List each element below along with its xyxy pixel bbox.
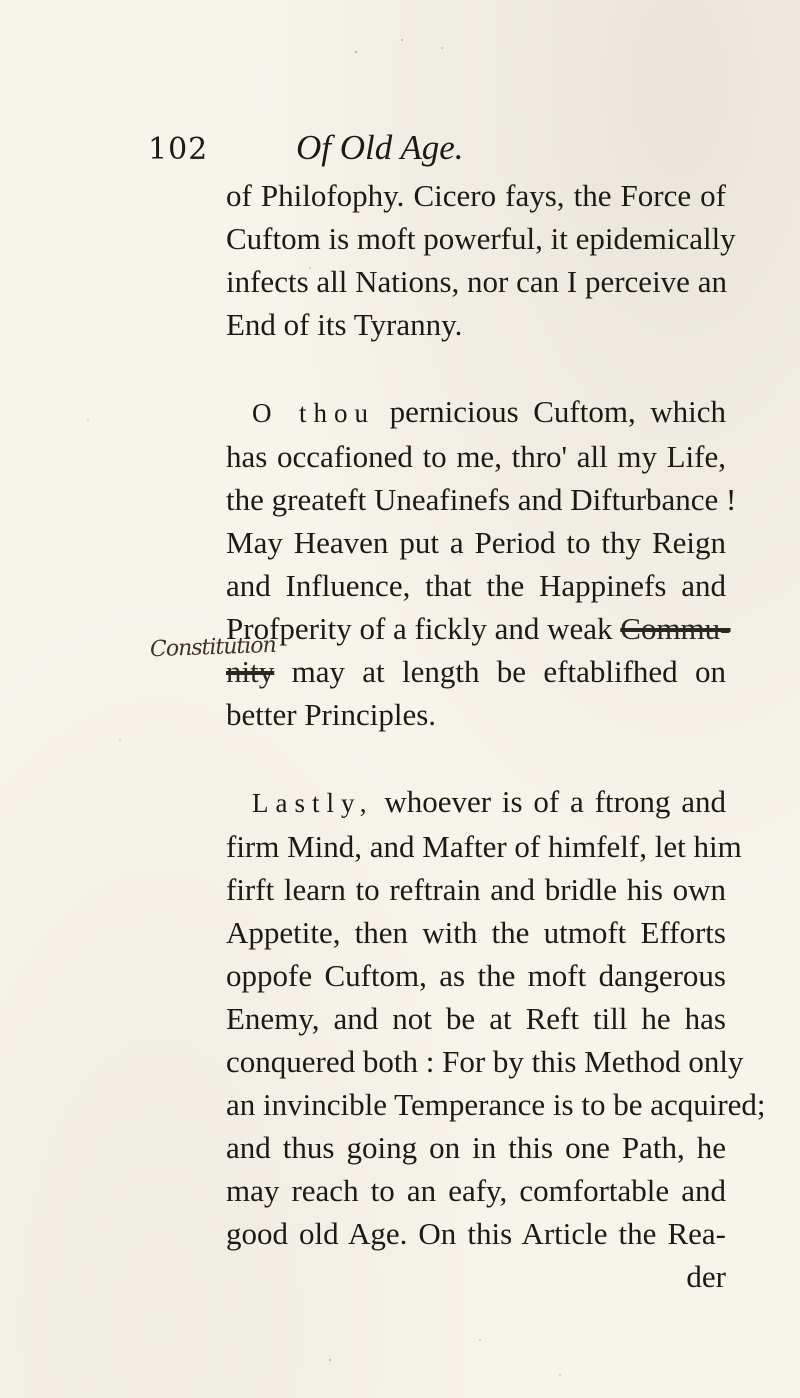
text-line: Appetite, then with the utmoft Efforts [226, 915, 726, 950]
text-line: better Principles. [226, 697, 437, 732]
text-line: nity may at length be eftablifhed on [226, 654, 726, 689]
text-line: an invincible Temperance is to be acquired; [226, 1087, 766, 1122]
text-line: the greateft Uneafinefs and Difturbance ! [226, 482, 737, 517]
text-line: infects all Nations, nor can I perceive an [226, 264, 727, 299]
text-line: may reach to an eafy, comfortable and [226, 1173, 726, 1208]
handwritten-margin-note: Constitution [149, 632, 277, 663]
text-line: has occafioned to me, thro' all my Life, [226, 439, 726, 474]
text-line: and Influence, that the Happinefs and [226, 568, 726, 603]
running-head: Of Old Age. [296, 128, 464, 167]
text-line: oppofe Cuftom, as the moft dangerous [226, 958, 726, 993]
text-line: O thou pernicious Cuftom, which [252, 394, 726, 429]
text-line: of Philofophy. Cicero fays, the Force of [226, 178, 726, 213]
paragraph-gap [226, 346, 726, 390]
text-line: Cuftom is moft powerful, it epidemically [226, 221, 736, 256]
page-number: 102 [148, 132, 209, 167]
struck-word: Commu- [620, 611, 731, 646]
text-line: Lastly, whoever is of a ftrong and [252, 784, 727, 819]
text-line: Enemy, and not be at Reft till he has [226, 1001, 726, 1036]
text-line: and thus going on in this one Path, he [226, 1130, 726, 1165]
text-line: conquered both : For by this Method only [226, 1044, 744, 1079]
text-line: Profperity of a fickly and weak Commu- [226, 611, 731, 646]
small-caps-opening: O thou [252, 398, 376, 428]
text-line: End of its Tyranny. [226, 307, 463, 342]
text-line: May Heaven put a Period to thy Reign [226, 525, 726, 560]
catchword: der [686, 1259, 726, 1294]
body-text [226, 174, 766, 1298]
text-line: good old Age. On this Article the Rea- [226, 1216, 726, 1251]
text-line: firm Mind, and Mafter of himfelf, let him [226, 829, 742, 864]
text-line: firft learn to reftrain and bridle his own [226, 872, 726, 907]
small-caps-opening: Lastly, [252, 788, 374, 818]
struck-word: nity [226, 654, 275, 689]
paragraph-gap [226, 736, 726, 780]
